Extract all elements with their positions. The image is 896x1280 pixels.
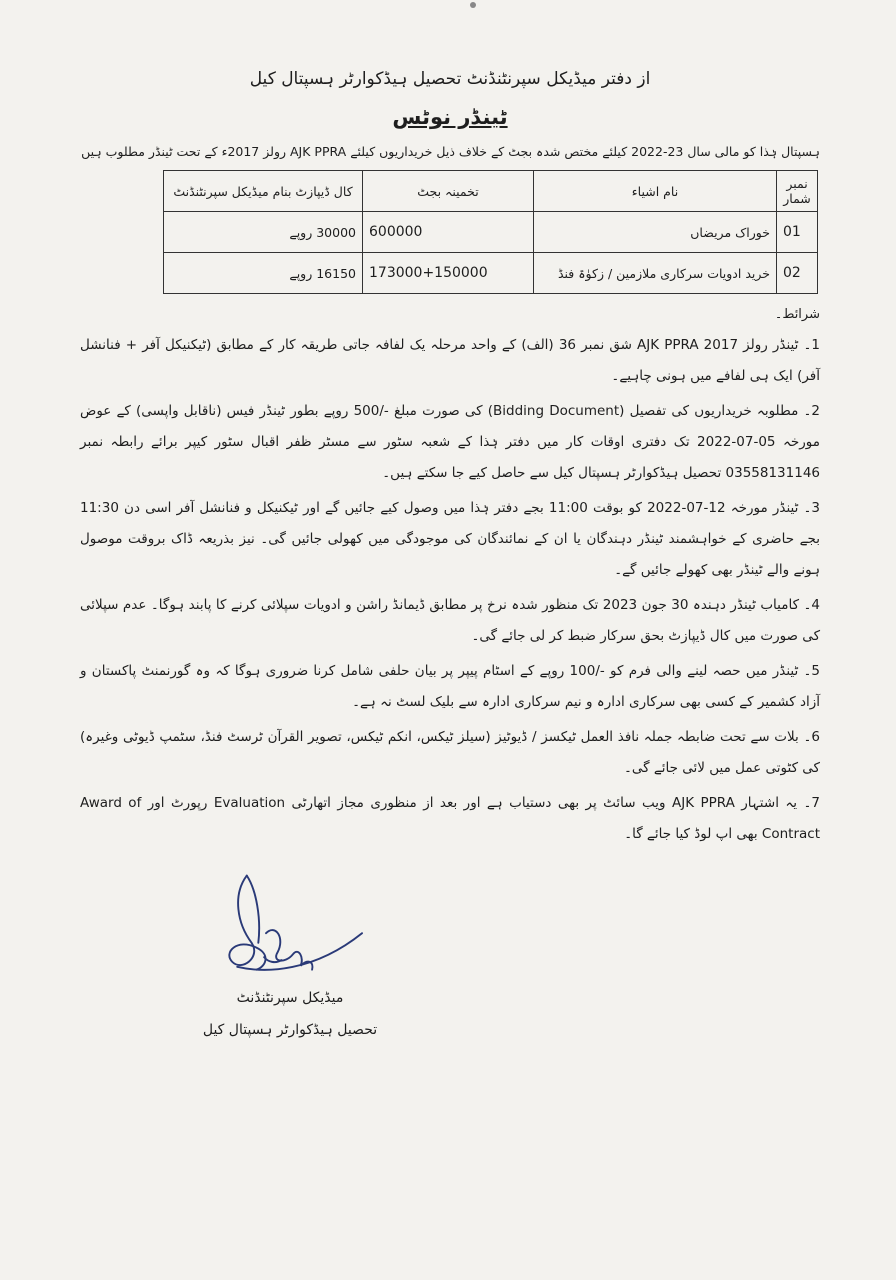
terms-heading: شرائط۔ bbox=[774, 307, 820, 322]
cell-budget: 600000 bbox=[363, 212, 534, 253]
cell-serial: 02 bbox=[777, 253, 818, 294]
cell-item: خوراک مریضاں bbox=[534, 212, 777, 253]
signatory-organization: تحصیل ہیڈکوارٹر ہسپتال کیل bbox=[202, 1022, 378, 1038]
handwritten-signature bbox=[205, 866, 375, 986]
header-deposit: کال ڈیپازٹ بنام میڈیکل سپرنٹنڈنٹ bbox=[164, 171, 363, 212]
term-5: 5۔ ٹینڈر میں حصہ لینے والی فرم کو -/100 روپے کے اسٹام پیپر پر بیان حلفی شامل کرنا ضروری ہوگا کہ وہ گورنمنٹ پاکستان و آزاد کشمیر کے کسی بھی سرکاری ادارہ و نیم سرکاری ادارہ سے بلیک لسٹ نہ ہے۔ bbox=[80, 663, 821, 710]
title-text: ٹینڈر نوٹس bbox=[392, 105, 508, 129]
tender-items-table bbox=[163, 170, 818, 294]
table-row bbox=[164, 253, 818, 294]
header-budget: تخمینہ بجٹ bbox=[363, 171, 534, 212]
signatory-designation: میڈیکل سپرنٹنڈنٹ bbox=[236, 990, 344, 1006]
document-title bbox=[80, 102, 820, 132]
intro-text: ہسپتال ہٰذا کو مالی سال 23-2022 کیلئے مختص شدہ بجٹ کے خلاف ذیل خریداریوں کیلئے AJK PPRA رولز 2017ء کے تحت ٹینڈر مطلوب ہیں bbox=[81, 144, 820, 159]
cell-deposit: 16150 روپے bbox=[164, 253, 363, 294]
signature-block bbox=[160, 866, 420, 1042]
header-item: نام اشیاء bbox=[534, 171, 777, 212]
table-row bbox=[164, 212, 818, 253]
cell-budget: 173000+150000 bbox=[363, 253, 534, 294]
cell-item: خرید ادویات سرکاری ملازمین / زکوٰۃ فنڈ bbox=[534, 253, 777, 294]
table-header-row bbox=[164, 171, 818, 212]
cell-deposit: 30000 روپے bbox=[164, 212, 363, 253]
header-serial: نمبر شمار bbox=[777, 171, 818, 212]
term-1: 1۔ ٹینڈر رولز AJK PPRA 2017 شق نمبر 36 (الف) کے واحد مرحلہ یک لفافہ جاتی طریقہ کار کے مطابق (ٹیکنیکل آفر + فنانشل آفر) ایک ہی لفافے میں ہونی چاہیے۔ bbox=[80, 337, 821, 384]
cell-serial: 01 bbox=[777, 212, 818, 253]
term-7: 7۔ یہ اشتہار AJK PPRA ویب سائٹ پر بھی دستیاب ہے اور بعد از منظوری مجاز اتھارٹی Evaluation رپورٹ اور Award of Contract بھی اپ لوڈ کیا جائے گا۔ bbox=[80, 795, 820, 842]
office-header: از دفتر میڈیکل سپرنٹنڈنٹ تحصیل ہیڈکوارٹر ہسپتال کیل bbox=[249, 69, 651, 89]
term-4: 4۔ کامیاب ٹینڈر دہندہ 30 جون 2023 تک منظور شدہ نرخ پر مطابق ڈیمانڈ راشن و ادویات سپلائی کرنے کا پابند ہوگا۔ عدم سپلائی کی صورت میں کال ڈیپازٹ بحق سرکار ضبط کر لی جائے گی۔ bbox=[80, 597, 820, 644]
term-3: 3۔ ٹینڈر مورخہ 12-07-2022 کو بوقت 11:00 بجے دفتر ہٰذا میں وصول کیے جائیں گے اور ٹیکنیکل و فنانشل آفر اسی دن 11:30 بجے حاضری کے خواہشمند ٹینڈر دہندگان یا ان کے نمائندگان کی موجودگی میں کھولی جائیں گی۔ نیز بذریعہ ڈاک بروقت موصول ہونے والے ٹینڈر بھی کھولے جائیں گے۔ bbox=[80, 500, 820, 578]
term-2: 2۔ مطلوبہ خریداریوں کی تفصیل (Bidding Document) کی صورت مبلغ -/500 روپے بطور ٹینڈر فیس (ناقابل واپسی) کے عوض مورخہ 05-07-2022 تک دفتری اوقات کار میں دفتر ہٰذا کے شعبہ سٹور سے مسٹر ظفر اقبال سٹور کیپر برائے رابطہ نمبر 03558131146 تحصیل ہیڈکوارٹر ہسپتال کیل سے حاصل کیے جا سکتے ہیں۔ bbox=[80, 403, 820, 481]
paper-mark bbox=[470, 2, 476, 8]
term-6: 6۔ بلات سے تحت ضابطہ جملہ نافذ العمل ٹیکسز / ڈیوٹیز (سیلز ٹیکس، انکم ٹیکس، تصویر القرآن ٹرسٹ فنڈ، سٹمپ ڈیوٹی وغیرہ) کی کٹوتی عمل میں لائی جائے گی۔ bbox=[80, 729, 820, 776]
